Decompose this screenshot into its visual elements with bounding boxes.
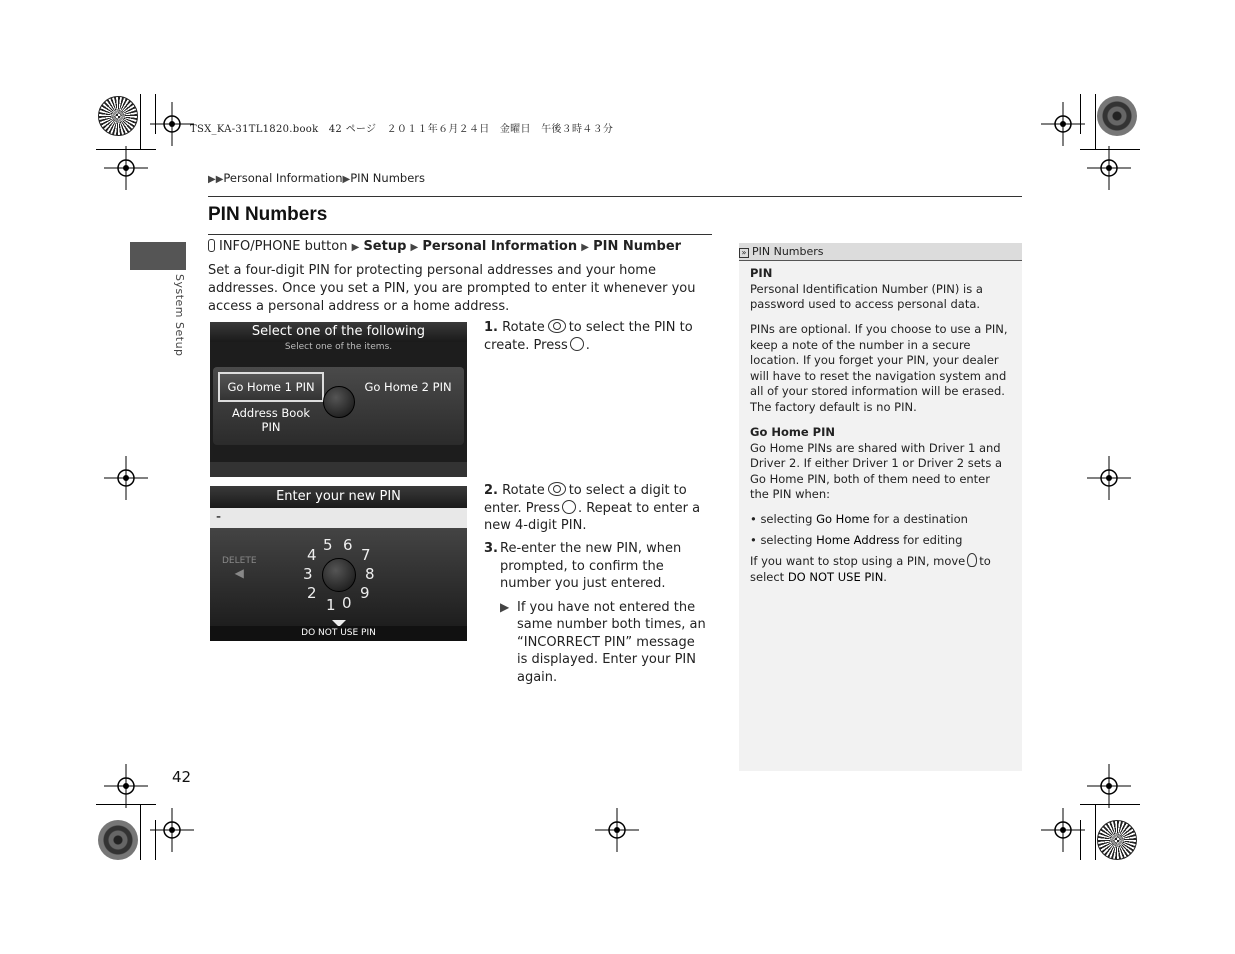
screen-subtitle: Select one of the items. [284,342,393,352]
interface-dial-rotate-icon [548,482,566,496]
crosshair-mark-icon [595,808,639,852]
step-result-text: If you have not entered the same number both times, an “INCORRECT PIN” message is displayed. Enter your PIN again. [517,599,706,685]
go-home-1-pin-button[interactable]: Go Home 1 PIN [218,372,324,402]
screen-footer [210,462,467,477]
interface-dial-press-icon [570,337,584,351]
notes-sidebar [739,243,1022,771]
bullet-item [750,533,1012,549]
screen-title: Enter your new PIN [210,486,467,508]
bullet-keyword: Go Home [816,512,870,526]
reference-icon: » [739,248,749,258]
stop-pin-note [750,553,1012,585]
registration-target-icon [1097,820,1137,860]
crosshair-mark-icon [150,102,194,146]
menu-path-arrow-icon: ▶ [351,242,360,253]
notes-divider [739,260,1022,261]
step-text: Rotate [502,320,545,335]
screenshot-select-pin [210,322,467,477]
menu-path [208,239,681,254]
digit-1[interactable]: 1 [326,596,336,614]
breadcrumb-arrow-icon: ▶ [342,174,351,185]
screenshot-enter-pin [210,486,467,641]
crosshair-mark-icon [1041,808,1085,852]
bullet-text: • selecting [750,512,813,526]
step-1 [484,319,709,354]
page-title: PIN Numbers [208,204,328,225]
step-text: to select the PIN to create. Press [484,320,693,353]
menu-path-arrow-icon: ▶ [581,242,589,253]
crop-line [140,804,141,860]
crop-line [1095,804,1096,860]
step-text: . Repeat to enter a new 4-digit PIN. [484,500,701,533]
step-text: . [585,337,590,353]
result-arrow-icon: ▶ [500,599,510,614]
breadcrumb-item[interactable]: Personal Information [223,171,343,185]
chapter-tab-label: System Setup [173,274,186,357]
crosshair-mark-icon [1087,764,1131,808]
hold-button-icon [208,239,215,252]
page-number: 42 [172,768,192,786]
step-text: Rotate [502,483,545,498]
crosshair-mark-icon [104,764,148,808]
screen-title: Select one of the following [210,322,467,342]
interface-dial-press-icon [562,500,576,514]
crop-line [140,94,141,150]
crop-line [1095,94,1096,150]
go-home-pin-title: Go Home PIN [750,425,835,439]
step-text: Re-enter the new PIN, when prompted, to confirm the number you just entered. [500,541,682,591]
print-file-header: TSX_KA-31TL1820.book 42 ページ ２０１１年６月２４日 金曜日 午後３時４３分 [190,124,614,135]
step-2 [484,482,709,535]
left-arrow-icon: ◀ [234,566,244,580]
crosshair-mark-icon [1041,102,1085,146]
go-home-pin-text: Go Home PINs are shared with Driver 1 and Driver 2. If either Driver 1 or Driver 2 sets a Go Home PIN, both of them need to enter the PIN when: [750,440,1003,502]
dial-knob-icon [322,558,356,592]
step-number: 1. [484,320,498,335]
digit-5[interactable]: 5 [323,536,333,554]
note-text: to select [750,554,991,584]
bullet-item [750,512,1012,528]
bullet-text: for a destination [873,512,968,526]
menu-path-button: INFO/PHONE button [219,239,348,254]
interface-dial-rotate-icon [548,319,566,333]
breadcrumb [208,171,425,185]
bullet-text: for editing [903,533,963,547]
crosshair-mark-icon [104,456,148,500]
pin-note [750,266,1012,313]
registration-target-icon [98,96,138,136]
crosshair-mark-icon [1087,146,1131,190]
note-text: . [883,569,887,584]
step-number: 2. [484,483,498,498]
address-book-pin-button[interactable]: Address Book PIN [231,406,311,434]
go-home-pin-note [750,425,1012,503]
digit-0[interactable]: 0 [342,594,352,612]
title-divider [208,234,712,235]
menu-path-setup: Setup [363,239,407,254]
digit-7[interactable]: 7 [361,546,371,564]
header-divider [208,196,1022,197]
bullet-keyword: Home Address [816,533,900,547]
do-not-use-pin-button[interactable]: DO NOT USE PIN [210,626,467,641]
step-number: 3. [484,541,498,556]
step-3 [484,540,709,686]
dial-knob-icon [323,386,355,418]
step-text: to select a digit to enter. Press [484,483,687,516]
chapter-tab [130,242,186,270]
crosshair-mark-icon [150,808,194,852]
notes-heading-text: PIN Numbers [752,245,824,258]
note-keyword: DO NOT USE PIN [787,569,884,584]
crosshair-mark-icon [104,146,148,190]
menu-path-personal-information: Personal Information [422,239,578,254]
joystick-down-icon [967,553,977,567]
bullet-text: • selecting [750,533,813,547]
notes-heading [739,243,1022,260]
delete-button[interactable] [222,556,257,580]
digit-3[interactable]: 3 [303,565,313,583]
pin-input-field[interactable]: - [210,508,467,528]
digit-6[interactable]: 6 [343,536,353,554]
breadcrumb-arrow-icon: ▶▶ [208,174,224,185]
go-home-2-pin-button[interactable]: Go Home 2 PIN [364,380,452,394]
note-text: If you want to stop using a PIN, move [750,554,966,568]
digit-4[interactable]: 4 [307,546,317,564]
digit-9[interactable]: 9 [360,584,370,602]
digit-8[interactable]: 8 [365,565,375,583]
digit-dial-panel [210,528,467,626]
intro-paragraph: Set a four-digit PIN for protecting personal addresses and your home addresses. Once you set a PIN, you are prompted to enter it whenever you access a personal address or a home address. [208,263,696,314]
pin-note-text: Personal Identification Number (PIN) is a password used to access personal data. [750,281,983,312]
pin-note-title: PIN [750,266,773,280]
digit-2[interactable]: 2 [307,584,317,602]
menu-path-arrow-icon: ▶ [410,242,419,253]
breadcrumb-item[interactable]: PIN Numbers [350,171,425,185]
menu-path-pin-number: PIN Number [593,239,682,254]
registration-target-icon [1097,96,1137,136]
crosshair-mark-icon [1087,456,1131,500]
optional-note: PINs are optional. If you choose to use a PIN, keep a note of the number in a secure location. If you forget your PIN, your dealer will have to reset the navigation system and all of your stored information will be erased. The factory default is no PIN. [750,322,1008,414]
registration-target-icon [98,820,138,860]
delete-label: DELETE [222,556,257,566]
